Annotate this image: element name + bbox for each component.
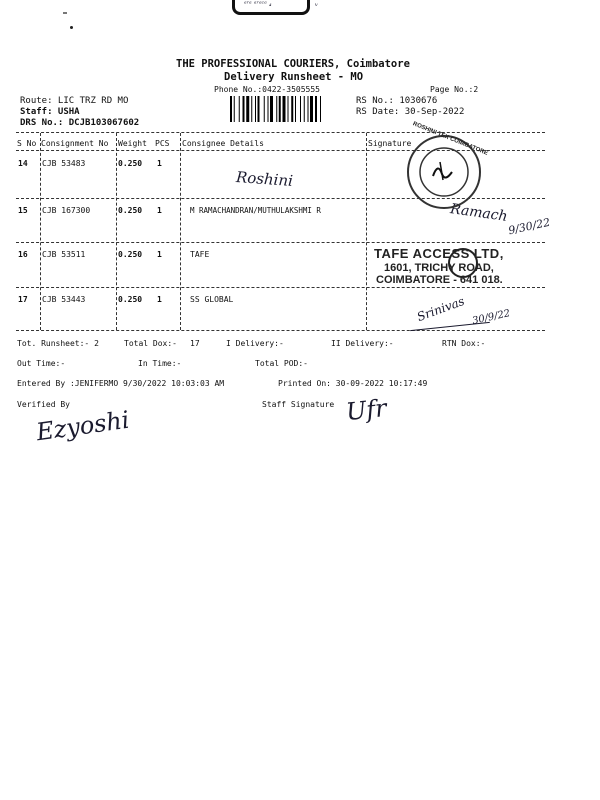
row-pcs: 1 — [157, 250, 162, 259]
phone-number: Phone No.:0422-3505555 — [214, 85, 320, 94]
rs-number: RS No.: 1030676 — [356, 96, 438, 106]
col-header-consignment: Consignment No — [41, 139, 109, 148]
row-consignee: M RAMACHANDRAN/MUTHULAKSHMI R — [190, 206, 321, 215]
top-tick-mark: ᵛ — [315, 2, 319, 12]
col-header-signature: Signature — [368, 139, 412, 148]
barcode — [230, 96, 348, 122]
ii-delivery: II Delivery:- — [331, 339, 394, 348]
row-sno: 14 — [18, 159, 28, 168]
row-weight: 0.250 — [118, 295, 143, 304]
out-time: Out Time:- — [17, 359, 66, 368]
row-consignee: TAFE — [190, 250, 210, 259]
entered-by: Entered By :JENIFERMO 9/30/2022 10:03:03 AM — [17, 379, 225, 388]
row-divider — [16, 287, 545, 288]
staff-signature: Ufr — [344, 393, 388, 427]
tafe-stamp-line1: TAFE ACCESS LTD, — [374, 246, 504, 261]
total-dox-value: 17 — [190, 339, 200, 348]
rtn-dox: RTN Dox:- — [442, 339, 486, 348]
row-weight: 0.250 — [118, 159, 143, 168]
col-header-sno: S No — [17, 139, 37, 148]
drs-number: DRS No.: DCJB103067602 — [20, 118, 140, 128]
column-divider — [116, 133, 117, 330]
row-consignment: CJB 53511 — [42, 250, 86, 259]
in-time: In Time:- — [138, 359, 182, 368]
rs-date: RS Date: 30-Sep-2022 — [356, 107, 465, 117]
total-dox-label: Total Dox:- — [124, 339, 177, 348]
company-seal-stamp — [400, 121, 490, 212]
row-pcs: 1 — [157, 159, 162, 168]
row-consignee: SS GLOBAL — [190, 295, 234, 304]
handwritten-signature-row17: Srinivas — [415, 293, 467, 325]
staff-signature-label: Staff Signature — [262, 400, 335, 409]
i-delivery: I Delivery:- — [226, 339, 284, 348]
company-name: THE PROFESSIONAL COURIERS, Coimbatore — [176, 58, 410, 70]
col-header-consignee: Consignee Details — [182, 139, 264, 148]
route-label: Route: LIC TRZ RD MO — [20, 96, 129, 106]
total-pod: Total POD:- — [255, 359, 308, 368]
tafe-stamp-line2: 1601, TRICHY ROAD, — [384, 262, 494, 274]
staff-label: Staff: USHA — [20, 107, 80, 117]
column-divider — [180, 133, 181, 330]
col-header-weight: Weight — [118, 139, 147, 148]
verified-by-signature: Ezyoshi — [34, 405, 132, 447]
row-sno: 15 — [18, 206, 28, 215]
col-header-pcs: PCS — [155, 139, 170, 148]
tot-runsheet: Tot. Runsheet:- 2 — [17, 339, 99, 348]
row-pcs: 1 — [157, 206, 162, 215]
row-consignment: CJB 53443 — [42, 295, 86, 304]
handwritten-date-row17: 30/9/22 — [471, 308, 512, 327]
row-divider — [16, 242, 545, 243]
printed-on: Printed On: 30-09-2022 10:17:49 — [278, 379, 428, 388]
handwritten-date-row15: 9/30/22 — [507, 215, 552, 238]
row-weight: 0.250 — [118, 250, 143, 259]
column-divider — [40, 133, 41, 330]
doc-title: Delivery Runsheet - MO — [224, 71, 364, 83]
row-consignment: CJB 167300 — [42, 206, 91, 215]
row-consignment: CJB 53483 — [42, 159, 86, 168]
tafe-stamp-line3: COIMBATORE - 641 018. — [376, 274, 503, 286]
table-bottom-rule — [16, 330, 545, 331]
top-scribble-text: ᵃʳᵃ ᵃʳᵃᶜᵃ 𝓈 — [244, 0, 272, 8]
column-divider — [366, 133, 367, 330]
handwritten-signature-row15: Ramach — [449, 201, 509, 225]
page-number: Page No.:2 — [430, 85, 479, 94]
row-sno: 17 — [18, 295, 28, 304]
tafe-stamp-scribble — [448, 248, 478, 278]
speck-mark — [70, 26, 73, 29]
row-sno: 16 — [18, 250, 28, 259]
speck-mark — [63, 12, 67, 14]
row-pcs: 1 — [157, 295, 162, 304]
row-weight: 0.250 — [118, 206, 143, 215]
handwritten-signature-row14: Roshini — [235, 168, 294, 190]
seal-text: ROSHINI TEX COIMBATORE — [411, 121, 489, 157]
verified-by-label: Verified By — [17, 400, 70, 409]
